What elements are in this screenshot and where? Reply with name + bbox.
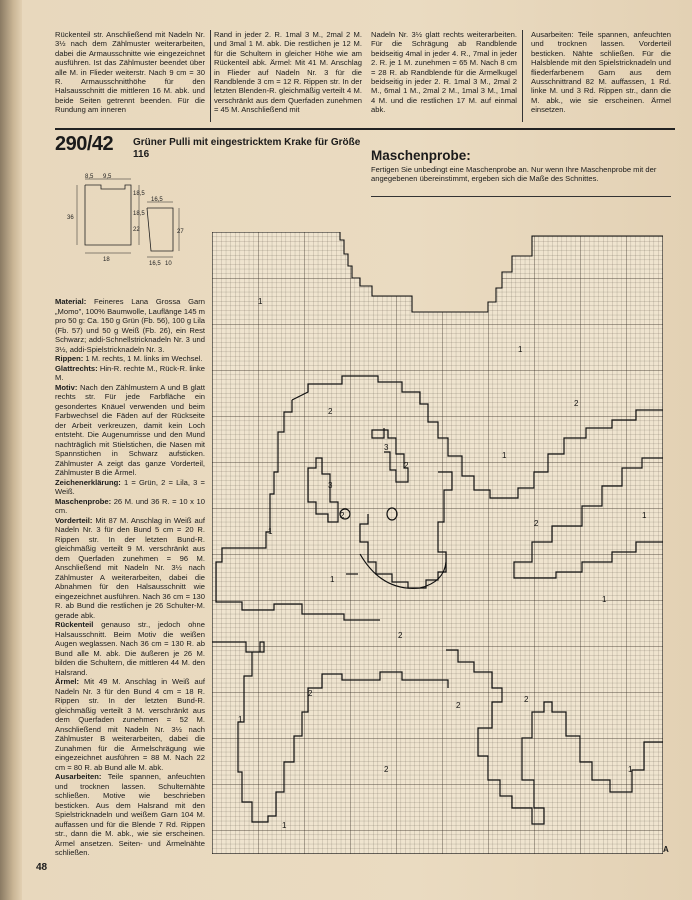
chart-number: 2: [308, 689, 313, 698]
chart-number: 2: [340, 511, 345, 520]
top-column-1: [55, 30, 205, 115]
chart-number: 2: [456, 701, 461, 710]
column-divider: [522, 30, 523, 122]
top-column-1-text: Rückenteil str. Anschließend mit Nadeln Nr. 3½ nach dem Zählmuster weiterarbeiten, dabei die Armausschnitte wie eingezeichnet ausführen. Ist das Zählmuster beendet über alle M. in Flieder weiterstr. Nach 9 cm = 30 R. Armausschnitthöhe für den Halsausschnitt die mittleren 16 M. abk. und beide Seiten getrennt beenden. Für die Rundung am inneren: [55, 30, 205, 115]
sleeve-outline: [147, 208, 173, 251]
chart-corner-label: A: [663, 845, 669, 854]
column-divider: [210, 30, 211, 122]
instruction-aermel: [55, 677, 205, 772]
instruction-label: Ärmel:: [55, 677, 80, 686]
top-column-2-text: Rand in jeder 2. R. 1mal 3 M., 2mal 2 M. und 3mal 1 M. abk. Die restlichen je 12 M. für die Schultern in gleicher Höhe wie am Rückenteil abk. Ärmel: Mit 41 M. Anschlag in Flieder auf Nadeln Nr. 3 für die Randblende 3 cm = 12 R. Rippen str. In der letzten Blenden-R. gleichmäßig verteilt 4 M. verschränkt aus dem Querfaden zunehmen = 45 M. Anschließend mit: [214, 30, 362, 115]
instruction-label: Material:: [55, 297, 87, 306]
chart-number: 1: [642, 511, 647, 520]
top-column-3: [371, 30, 517, 115]
model-title: Grüner Pulli mit eingestricktem Krake für Größe 116: [133, 137, 361, 160]
instruction-label: Ausarbeiten:: [55, 772, 102, 781]
maschenprobe-heading: Maschenprobe:: [371, 148, 471, 163]
instruction-glattrechts: [55, 364, 205, 383]
instruction-text: Feineres Lana Grossa Garn „Momo", 100% Baumwolle, Lauflänge 145 m pro 50 g: Ca. 150 g Grün (Fb. 56), 100 g Lila (Fb. 57) und 50 g Weiß (Fb. 26), ein Rest Schwarz; addi-Schnellstricknadeln Nr. 3 und 3½, addi-Spielstricknadeln Nr. 3.: [55, 297, 206, 354]
maschenprobe-rule: [371, 196, 671, 197]
page-binding: [0, 0, 22, 900]
instruction-zeichenerklaerung: [55, 478, 205, 497]
instruction-rippen: [55, 354, 205, 364]
schematic-label: 22: [133, 227, 140, 233]
chart-number: 1: [238, 715, 243, 724]
chart-number: 1: [258, 297, 263, 306]
chart-number: 2: [404, 461, 409, 470]
chart-grid: [212, 232, 663, 854]
chart-number: 1: [602, 595, 607, 604]
knitting-chart: [212, 232, 663, 854]
chart-number: 1: [268, 527, 273, 536]
top-column-4-text: Ausarbeiten: Teile spannen, anfeuchten und trocknen lassen. Vorderteil besticken. Nähte schließen. Für die Halsblende mit den Spielstricknadeln und fliederfarbenem Garn aus dem Ausschnittrand 82 M. auffassen, 1 Rd. linke M. und 3 Rd. Rippen str., dann die M. abk., wie sie erscheinen. Ärmel einsetzen.: [531, 30, 671, 115]
chart-number: 2: [384, 765, 389, 774]
instruction-maschenprobe: [55, 497, 205, 516]
chart-number: 1: [282, 821, 287, 830]
instruction-label: Glattrechts:: [55, 363, 98, 373]
instruction-label: Vorderteil:: [55, 515, 93, 525]
instruction-label: Rückenteil: [55, 620, 94, 629]
schematic-label: 8,5: [85, 174, 94, 180]
schematic-label: 10: [165, 261, 172, 267]
instruction-text: Nach den Zählmustern A und B glatt rechts str. Für jede Farbfläche ein gesondertes Knäuel verwenden und beim Farbwechsel die Fäden auf der Rückseite der Arbeit verkreuzen, damit kein Loch entsteht. Die Augenumrisse und den Mund nachträglich mit Stielstichen, die Nasen mit Spannstichen in Schwarz aufsticken. Zählmuster A zeigt das ganze Vorderteil, Zählmuster B die Ärmel.: [55, 382, 205, 477]
instruction-text: Mit 87 M. Anschlag in Weiß auf Nadeln Nr. 3 für den Bund 5 cm = 20 R. Rippen str. In der letzten Bund-R. gleichmäßig verteilt 9 M. verschränkt aus dem Querfaden zunehmen = 96 M. Anschließend mit Nadeln Nr. 3½ nach Zählmuster A weiterarbeiten, dabei die Abnahmen für den Halsausschnitt wie eingezeichnet ausführen. Nach 36 cm = 130 R. ab Bund die restlichen je 26 Schulter-M. gerade abk.: [55, 515, 205, 620]
instruction-label: Motiv:: [55, 382, 78, 392]
instruction-text: 26 M. und 36 R. = 10 x 10 cm.: [55, 496, 205, 515]
chart-number: 1: [502, 451, 507, 460]
chart-number: 1: [628, 765, 633, 774]
chart-number: 2: [534, 519, 539, 528]
body-outline: [85, 185, 131, 245]
chart-number: 2: [524, 695, 529, 704]
schematic-label: 27: [177, 229, 184, 235]
top-column-4: [531, 30, 671, 115]
instruction-text: 1 M. rechts, 1 M. links im Wechsel.: [85, 354, 203, 363]
instruction-text: Teile spannen, anfeuchten und trocknen lassen. Schulternähte schließen. Motive wie beschrieben besticken. Aus dem Halsrand mit den Spielstricknadeln und weißem Garn 104 M. auffassen und für die Blende 7 Rd. Rippen str., dann die M. abk., wie sie erscheinen. Ärmel ansetzen. Seiten- und Ärmelnähte schließen.: [55, 772, 205, 857]
instruction-label: Rippen:: [55, 354, 84, 363]
instruction-text: genauso str., jedoch ohne Halsausschnitt. Beim Motiv die weißen Augen weglassen. Nach 36 cm = 130 R. ab Bund alle M. abk. Die äußeren je 26 M. bilden die Schultern, die mittleren 44 M. den Halsrand.: [55, 620, 205, 677]
chart-number: 1: [518, 345, 523, 354]
page-number: 48: [36, 862, 48, 873]
chart-number: 2: [328, 407, 333, 416]
top-column-2: [214, 30, 362, 115]
instruction-label: Zeichenerklärung:: [55, 477, 121, 487]
instruction-text: Hin-R. rechte M., Rück-R. linke M.: [55, 363, 205, 382]
instruction-text: 1 = Grün, 2 = Lila, 3 = Weiß.: [55, 477, 205, 496]
instruction-motiv: [55, 383, 205, 478]
instruction-label: Maschenprobe:: [55, 496, 112, 506]
model-number: 290/42: [55, 133, 114, 155]
schematic-label: 16,5: [149, 261, 161, 267]
size-schematic: [55, 173, 195, 268]
section-rule: [55, 128, 675, 130]
schematic-label: 18,5: [133, 191, 145, 197]
schematic-label: 18,5: [133, 211, 145, 217]
instruction-ausarbeiten: [55, 772, 205, 858]
instruction-vorderteil: [55, 516, 205, 621]
schematic-label: 36: [67, 215, 74, 221]
chart-number: 1: [330, 575, 335, 584]
schematic-label: 18: [103, 257, 110, 263]
chart-number: 2: [398, 631, 403, 640]
chart-number: 2: [574, 399, 579, 408]
schematic-label: 16,5: [151, 197, 163, 203]
instruction-text: Mit 49 M. Anschlag in Weiß auf Nadeln Nr. 3 für den Bund 4 cm = 18 R. Rippen str. In der letzten Bund-R. gleichmäßig verteilt 3 M. verschränkt aus dem Querfaden zunehmen = 52 M. Anschließend mit Nadeln Nr. 3½ nach Zählmuster B weiterarbeiten, dabei die Zunahmen für die Ärmelschrägung wie eingezeichnet ausführen = 88 M. Nach 22 cm = 80 R. ab Bund alle M. abk.: [55, 677, 205, 772]
instructions-column: [55, 297, 205, 858]
instruction-material: [55, 297, 205, 354]
schematic-label: 9,5: [103, 174, 112, 180]
chart-number: 3: [384, 443, 389, 452]
chart-number: 3: [328, 481, 333, 490]
top-column-3-text: Nadeln Nr. 3½ glatt rechts weiterarbeiten. Für die Schrägung ab Randblende beidseitig 4mal in jeder 4. R., 7mal in jeder 2. R. je 1 M. zunehmen = 65 M. Nach 8 cm = 28 R. ab Randblende für die Ärmelkugel beidseitig in jeder 2. R. 1mal 3 M., 2mal 2 M., 6mal 1 M., 2mal 2 M., 1mal 3 M., 1mal 4 M. und die restlichen 17 M. auf einmal abk.: [371, 30, 517, 115]
maschenprobe-text: Fertigen Sie unbedingt eine Maschenprobe an. Nur wenn Ihre Maschenprobe mit der angegebenen übereinstimmt, ergeben sich die Maße des Schnittes.: [371, 165, 657, 184]
instruction-rueckenteil: [55, 620, 205, 677]
